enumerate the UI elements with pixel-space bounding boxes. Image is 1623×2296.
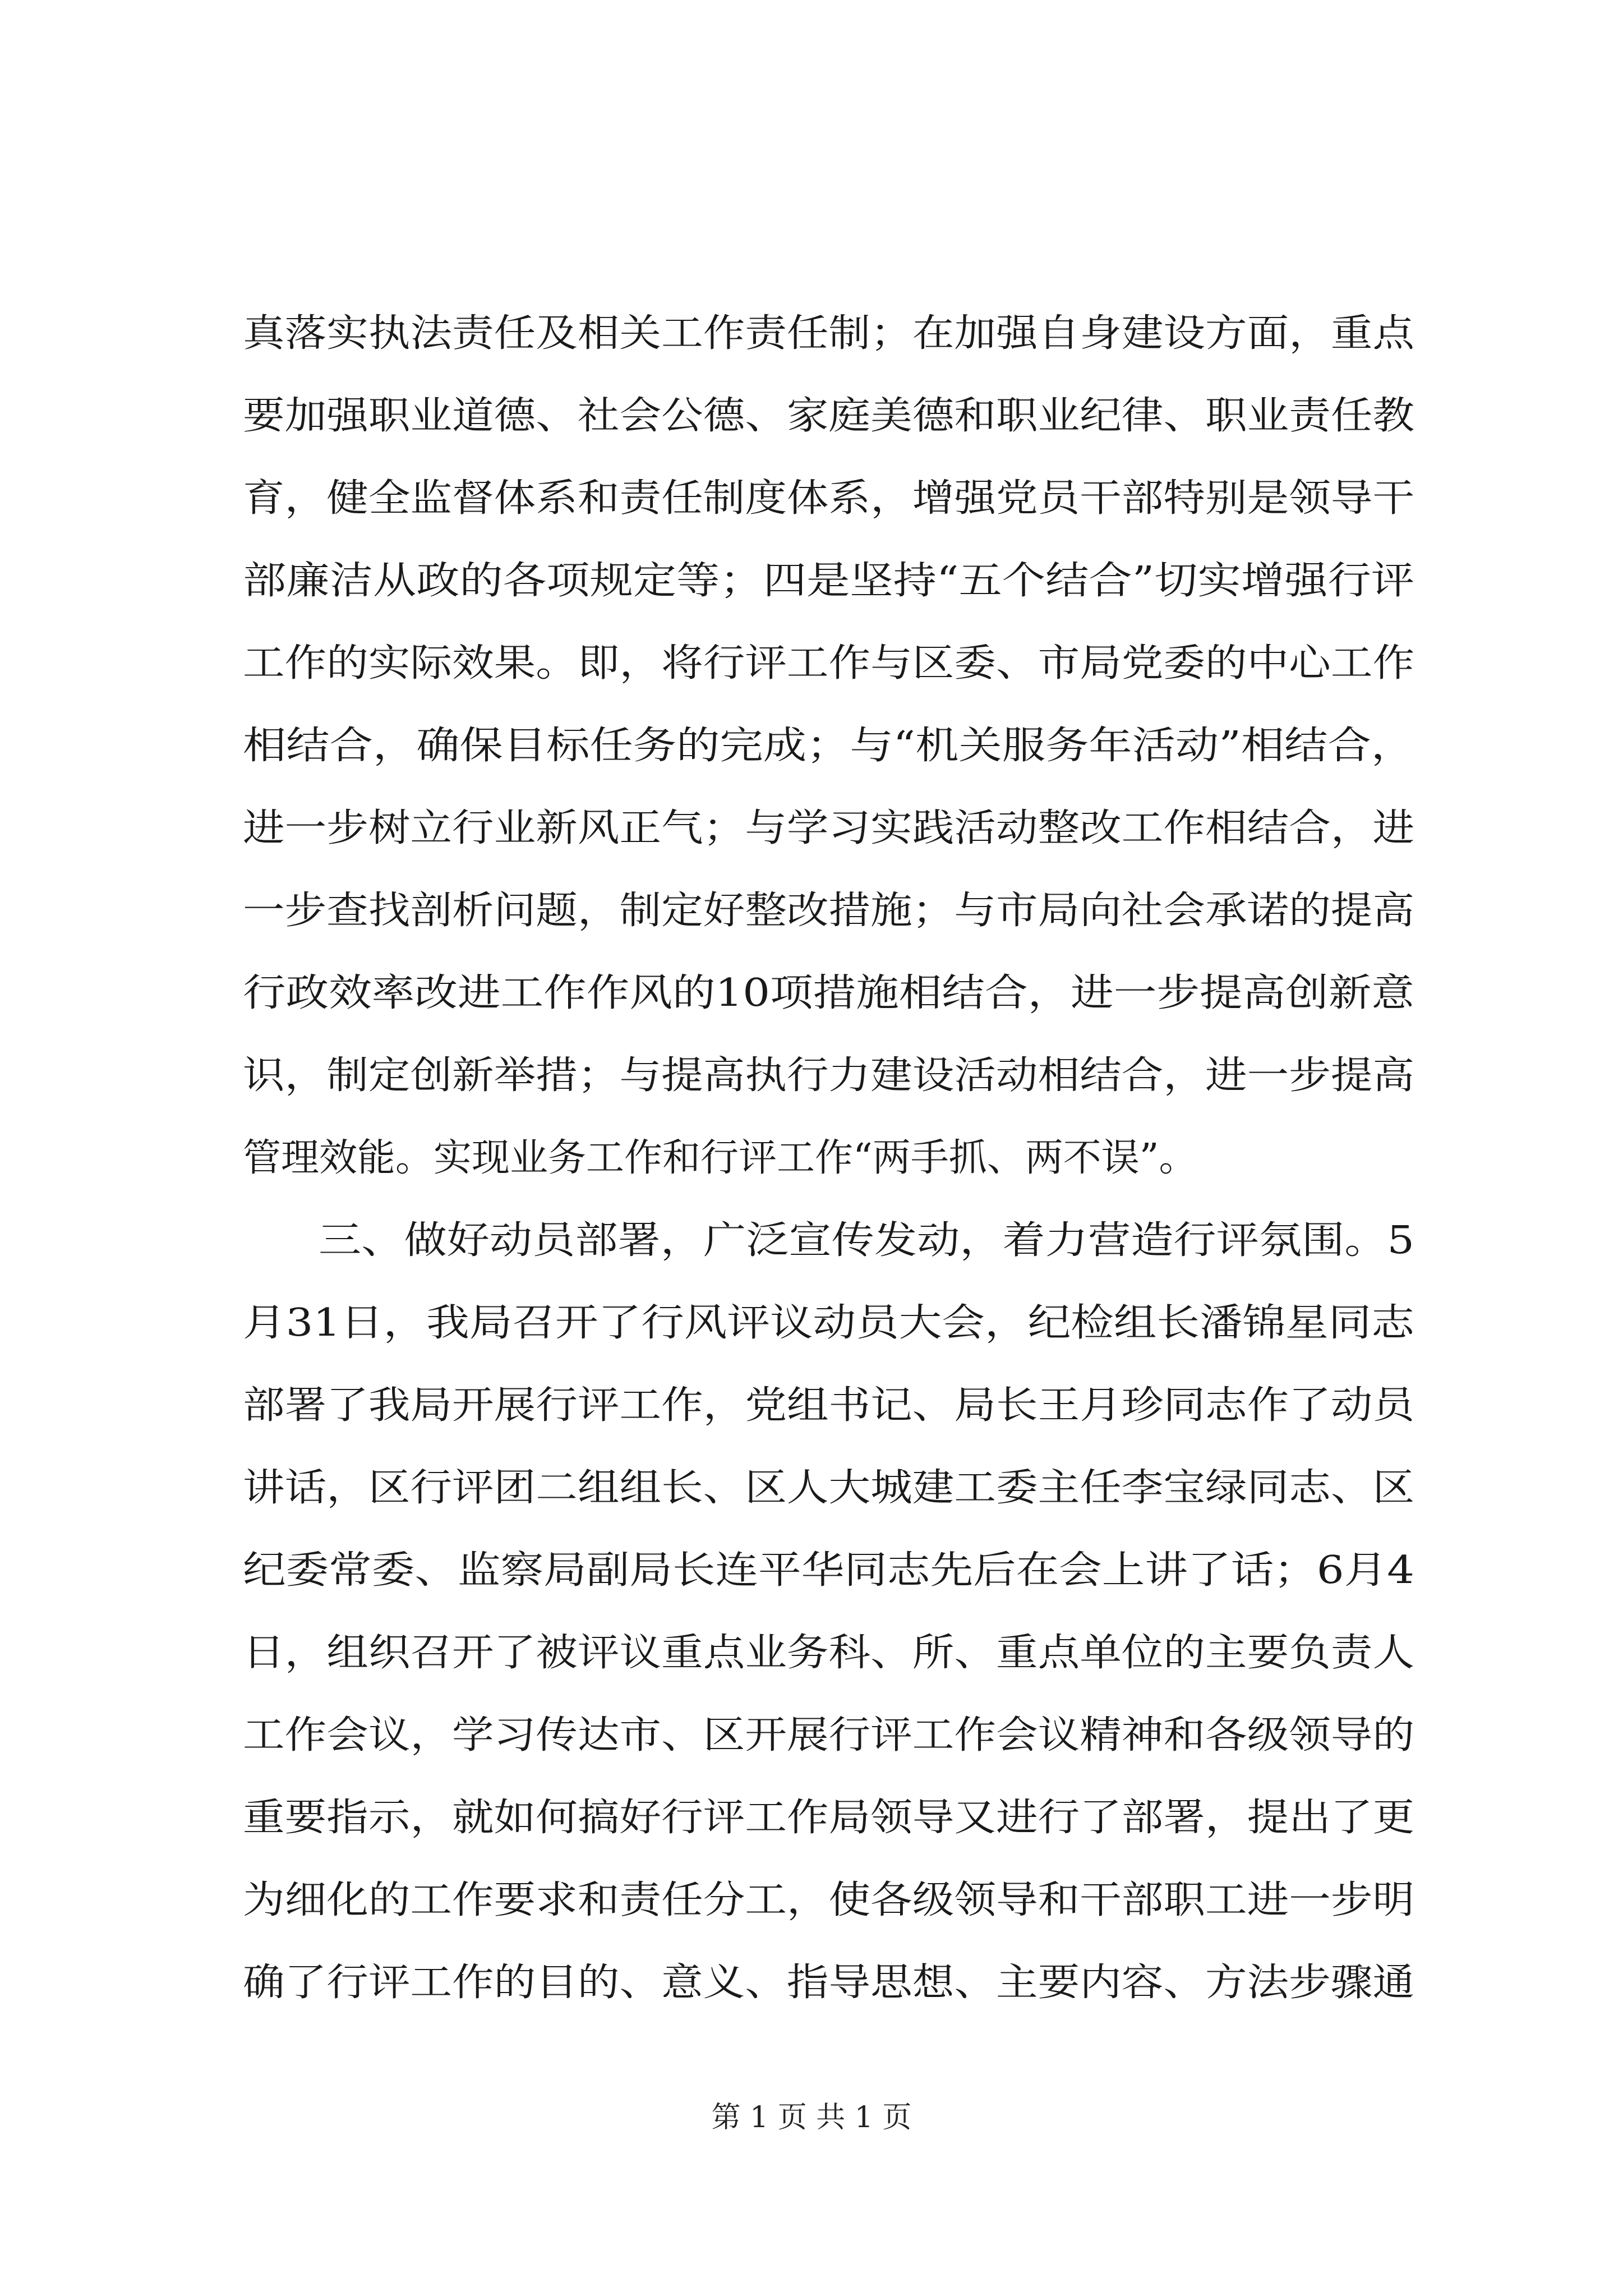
text-line-content: 为细化的工作要求和责任分工，使各级领导和干部职工进一步明: [243, 1878, 1415, 1922]
text-line-content: 育，健全监督体系和责任制度体系，增强党员干部特别是领导干: [243, 476, 1415, 521]
text-line: [0, 1856, 1623, 1945]
text-line-content: 确了行评工作的目的、意义、指导思想、主要内容、方法步骤通: [243, 1961, 1415, 2005]
text-line-content: 月31日，我局召开了行风评议动员大会，纪检组长潘锦星同志: [243, 1301, 1414, 1345]
text-line: [0, 1691, 1623, 1780]
text-line-content: 三、做好动员部署，广泛宣传发动，着力营造行评氛围。5: [319, 1218, 1415, 1263]
text-line: [0, 1361, 1623, 1451]
text-line: [0, 1608, 1623, 1698]
text-line: [0, 784, 1623, 873]
text-line: [0, 866, 1623, 956]
text-line-content: 进一步树立行业新风正气；与学习实践活动整改工作相结合，进: [243, 806, 1415, 850]
text-line: [0, 619, 1623, 708]
text-line: [0, 1526, 1623, 1616]
text-line: [0, 949, 1623, 1038]
text-line-content: 管理效能。实现业务工作和行评工作“两手抓、两不误”。: [243, 1136, 1197, 1180]
text-line-content: 重要指示，就如何搞好行评工作局领导又进行了部署，提出了更: [243, 1796, 1415, 1840]
text-line: [0, 1114, 1623, 1203]
text-line: [0, 1938, 1623, 2028]
text-line: [0, 1031, 1623, 1121]
paragraph-first-line: [0, 1196, 1623, 1286]
text-line-content: 讲话，区行评团二组组长、区人大城建工委主任李宝绿同志、区: [243, 1466, 1415, 1510]
text-line: [0, 701, 1623, 791]
text-line-content: 部署了我局开展行评工作，党组书记、局长王月珍同志作了动员: [243, 1383, 1415, 1428]
text-line-content: 行政效率改进工作作风的10项措施相结合，进一步提高创新意: [243, 971, 1414, 1015]
text-line: [0, 536, 1623, 626]
text-line: [0, 371, 1623, 461]
text-line-content: 工作会议，学习传达市、区开展行评工作会议精神和各级领导的: [243, 1713, 1415, 1757]
page-number-label: 第 1 页 共 1 页: [711, 2101, 912, 2134]
text-line: [0, 1773, 1623, 1863]
text-line-content: 识，制定创新举措；与提高执行力建设活动相结合，进一步提高: [243, 1053, 1415, 1098]
text-line: [0, 289, 1623, 379]
text-line-content: 相结合，确保目标任务的完成；与“机关服务年活动”相结合，: [243, 724, 1415, 768]
text-line: [0, 1278, 1623, 1368]
text-line: [0, 1443, 1623, 1533]
text-line: [0, 454, 1623, 544]
text-line-content: 工作的实际效果。即，将行评工作与区委、市局党委的中心工作: [243, 641, 1415, 685]
text-line-content: 一步查找剖析问题，制定好整改措施；与市局向社会承诺的提高: [243, 889, 1415, 933]
text-line-content: 纪委常委、监察局副局长连平华同志先后在会上讲了话；6月4: [243, 1548, 1414, 1593]
text-line-content: 真落实执法责任及相关工作责任制；在加强自身建设方面，重点: [243, 311, 1415, 356]
text-line-content: 部廉洁从政的各项规定等；四是坚持“五个结合”切实增强行评: [243, 559, 1415, 603]
text-line-content: 日，组织召开了被评议重点业务科、所、重点单位的主要负责人: [243, 1631, 1415, 1675]
page-footer: [0, 2095, 1623, 2140]
text-line-content: 要加强职业道德、社会公德、家庭美德和职业纪律、职业责任教: [243, 394, 1415, 438]
